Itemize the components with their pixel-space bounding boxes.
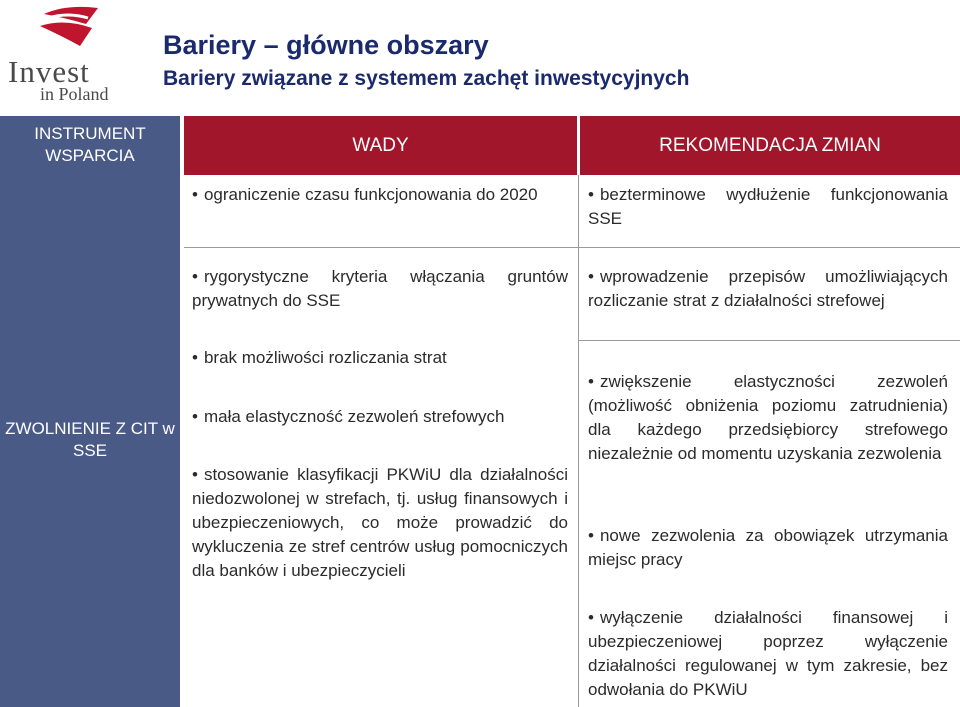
- instrument-column: [0, 116, 180, 707]
- rekomendacja-item: • bezterminowe wydłużenie funkcjonowania SSE: [588, 185, 948, 228]
- rekomendacja-item: • wprowadzenie przepisów umożliwiających rozliczanie strat z działalności strefowej: [588, 267, 948, 310]
- logo-flag-icon: [36, 4, 106, 56]
- logo-subword: in Poland: [40, 84, 109, 104]
- rekomendacja-item: • wyłączenie działalności finansowej i ubezpieczeniowej poprzez wyłączenie działalności regulowanej w tym zakresie, bez odwołania do PKWiU: [588, 608, 948, 699]
- invest-in-poland-logo: [6, 4, 126, 104]
- slide-title: Bariery – główne obszary: [163, 30, 489, 60]
- wady-item: • mała elastyczność zezwoleń strefowych: [192, 407, 505, 426]
- wady-header: WADY: [184, 116, 577, 175]
- rekomendacja-item: • zwiększenie elastyczności zezwoleń (możliwość obniżenia poziomu zatrudnienia) dla każdego przedsiębiorcy strefowego niezależnie od momentu uzyskania zezwolenia: [588, 372, 948, 463]
- column-divider: [578, 175, 579, 707]
- instrument-label: ZWOLNIENIE Z CIT w SSE: [5, 419, 175, 460]
- wady-item: • rygorystyczne kryteria włączania gruntów prywatnych do SSE: [192, 267, 568, 310]
- rekomendacja-item: • nowe zezwolenia za obowiązek utrzymania miejsc pracy: [588, 526, 948, 569]
- logo-word: Invest: [8, 54, 90, 89]
- rekomendacja-header: REKOMENDACJA ZMIAN: [580, 116, 960, 175]
- row-divider: [579, 340, 960, 341]
- wady-item: • brak możliwości rozliczania strat: [192, 348, 447, 367]
- slide-subtitle: Bariery związane z systemem zachęt inwestycyjnych: [163, 67, 690, 90]
- instrument-header: INSTRUMENT WSPARCIA: [34, 124, 146, 165]
- wady-item: • stosowanie klasyfikacji PKWiU dla działalności niedozwolonej w strefach, tj. usług finansowych i ubezpieczeniowych, co może prowadzić do wykluczenia ze stref centrów usług pomocniczych dla banków i ubezpieczycieli: [192, 465, 568, 580]
- wady-item: • ograniczenie czasu funkcjonowania do 2020: [192, 185, 538, 204]
- row-divider: [184, 247, 960, 248]
